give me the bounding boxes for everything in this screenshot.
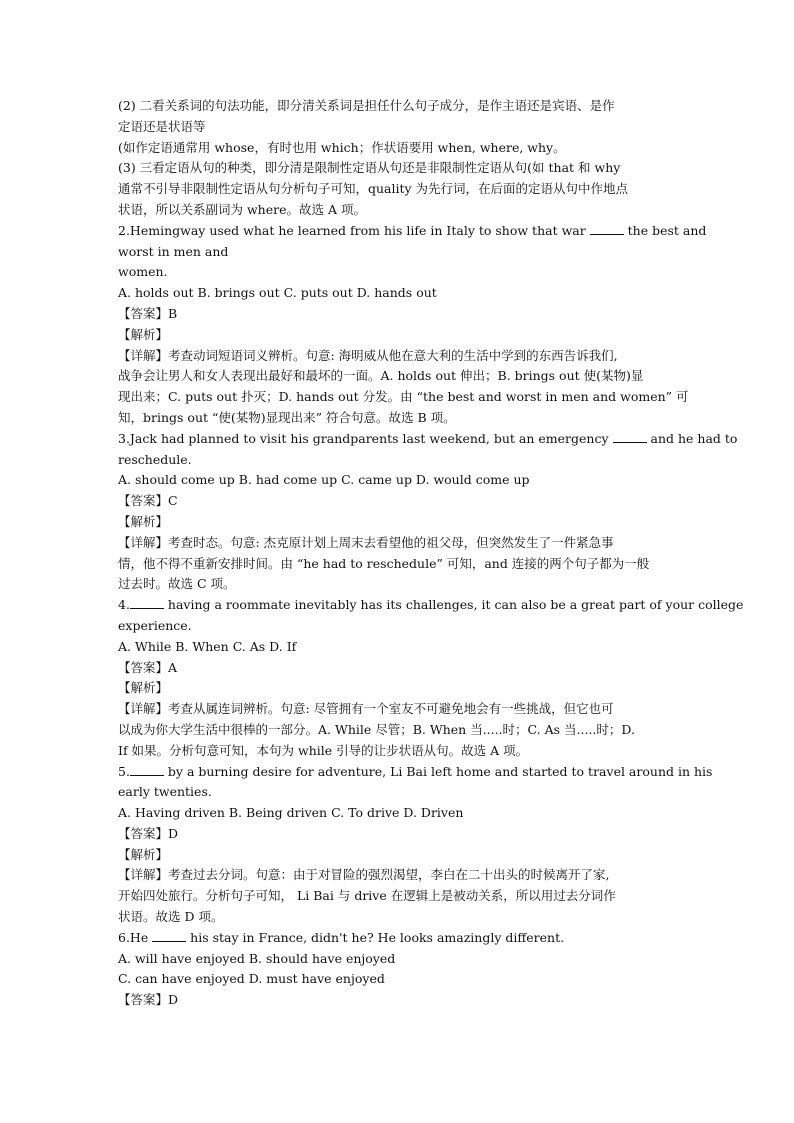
q5-stem-part-b: by a burning desire for adventure, Li Bai left home and started to travel around in his	[163, 763, 713, 779]
q6-answer: 【答案】D	[118, 992, 179, 1008]
q3-detail-2: 情，他不得不重新安排时间。由 “he had to reschedule” 可知，and 连接的两个句子都为一般	[118, 555, 650, 571]
q6-stem	[118, 928, 676, 949]
q5-stem-cont: early twenties.	[118, 784, 212, 800]
q2-answer: 【答案】B	[118, 305, 178, 321]
q2-analysis-label: 【解析】	[118, 326, 169, 342]
q3-analysis-label: 【解析】	[118, 513, 169, 529]
document-page	[118, 96, 744, 1011]
q5-answer: 【答案】D	[118, 825, 179, 841]
q2-detail-1: 【详解】考查动词短语词义辨析。句意: 海明威从他在意大利的生活中学到的东西告诉我们,	[118, 347, 618, 363]
q5-detail-2: 开始四处旅行。分析句子可知， Li Bai 与 drive 在逻辑上是被动关系，所以用过去分词作	[118, 888, 616, 904]
q4-stem-cont: experience.	[118, 617, 192, 633]
q3-detail-1: 【详解】考查时态。句意: 杰克原计划上周末去看望他的祖父母，但突然发生了一件紧急事	[118, 534, 614, 550]
q4-blank	[130, 596, 164, 609]
q2-detail-4: 知，brings out “使(某物)显现出来” 符合句意。故选 B 项。	[118, 409, 456, 425]
q5-blank	[130, 763, 164, 776]
q4-stem	[118, 595, 744, 616]
q2-options: A. holds out B. brings out C. puts out D. hands out	[118, 285, 437, 301]
q4-answer: 【答案】A	[118, 659, 178, 675]
q5-stem-part-a: 5.	[118, 763, 130, 779]
q3-blank	[613, 430, 647, 443]
q4-detail-2: 以成为你大学生活中很棒的一部分。A. While 尽管；B. When 当.....时；C. As 当.....时；D.	[118, 721, 635, 737]
intro-line-1: (2) 二看关系词的句法功能，即分清关系词是担任什么句子成分，是作主语还是宾语、是作	[118, 98, 615, 113]
q5-detail-1: 【详解】考查过去分词。句意：由于对冒险的强烈渴望，李白在二十出头的时候离开了家,	[118, 867, 610, 883]
q4-analysis-label: 【解析】	[118, 680, 169, 696]
q6-blank	[152, 929, 186, 942]
q4-detail-1: 【详解】考查从属连词辨析。句意: 尽管拥有一个室友不可避免地会有一些挑战，但它也可	[118, 701, 614, 717]
q2-stem-end: women.	[118, 264, 168, 280]
q2-stem-part-a: 2.Hemingway used what he learned from his life in Italy to show that war	[118, 222, 590, 238]
q6-options-2: C. can have enjoyed D. must have enjoyed	[118, 971, 385, 987]
q5-analysis-label: 【解析】	[118, 846, 169, 862]
q3-stem-part-a: 3.Jack had planned to visit his grandparents last weekend, but an emergency	[118, 430, 613, 446]
q6-stem-part-a: 6.He	[118, 929, 153, 945]
q2-detail-3: 现出来；C. puts out 扑灭；D. hands out 分发。由 “the best and worst in men and women” 可	[118, 389, 689, 405]
q2-stem-part-b: the best and	[623, 222, 707, 238]
q3-detail-3: 过去时。故选 C 项。	[118, 576, 236, 592]
q4-detail-3: If 如果。分析句意可知，本句为 while 引导的让步状语从句。故选 A 项。	[118, 742, 529, 758]
q6-stem-part-b: his stay in France, didn't he? He looks amazingly different.	[186, 929, 565, 945]
q2-stem	[118, 221, 707, 242]
q3-answer: 【答案】C	[118, 493, 178, 509]
q5-options: A. Having driven B. Being driven C. To drive D. Driven	[118, 805, 464, 821]
intro-line-4: (3) 三看定语从句的种类，即分清是限制性定语从句还是非限制性定语从句(如 that 和 why	[118, 160, 621, 176]
intro-line-2: 定语还是状语等	[118, 118, 206, 134]
q6-options-1: A. will have enjoyed B. should have enjoyed	[118, 950, 396, 966]
intro-line-6: 状语，所以关系副词为 where。故选 A 项。	[118, 201, 366, 217]
q3-options: A. should come up B. had come up C. came up D. would come up	[118, 472, 530, 488]
q2-detail-2: 战争会让男人和女人表现出最好和最坏的一面。A. holds out 伸出；B. brings out 使(某物)显	[118, 368, 644, 384]
q4-stem-part-a: 4.	[118, 597, 130, 613]
intro-line-3: (如作定语通常用 whose，有时也用 which；作状语要用 when, where, why。	[118, 139, 566, 155]
q5-stem	[118, 762, 713, 783]
q4-stem-part-b: having a roommate inevitably has its challenges, it can also be a great part of your college	[163, 597, 744, 613]
q5-detail-3: 状语。故选 D 项。	[118, 909, 224, 925]
q3-stem	[118, 429, 738, 450]
q3-stem-cont: reschedule.	[118, 451, 192, 467]
q2-stem-cont: worst in men and	[118, 243, 229, 259]
q4-options: A. While B. When C. As D. If	[118, 638, 297, 654]
q3-stem-part-b: and he had to	[646, 430, 738, 446]
q2-blank	[590, 222, 624, 235]
intro-line-5: 通常不引导非限制性定语从句分析句子可知，quality 为先行词，在后面的定语从句中作地点	[118, 181, 629, 197]
